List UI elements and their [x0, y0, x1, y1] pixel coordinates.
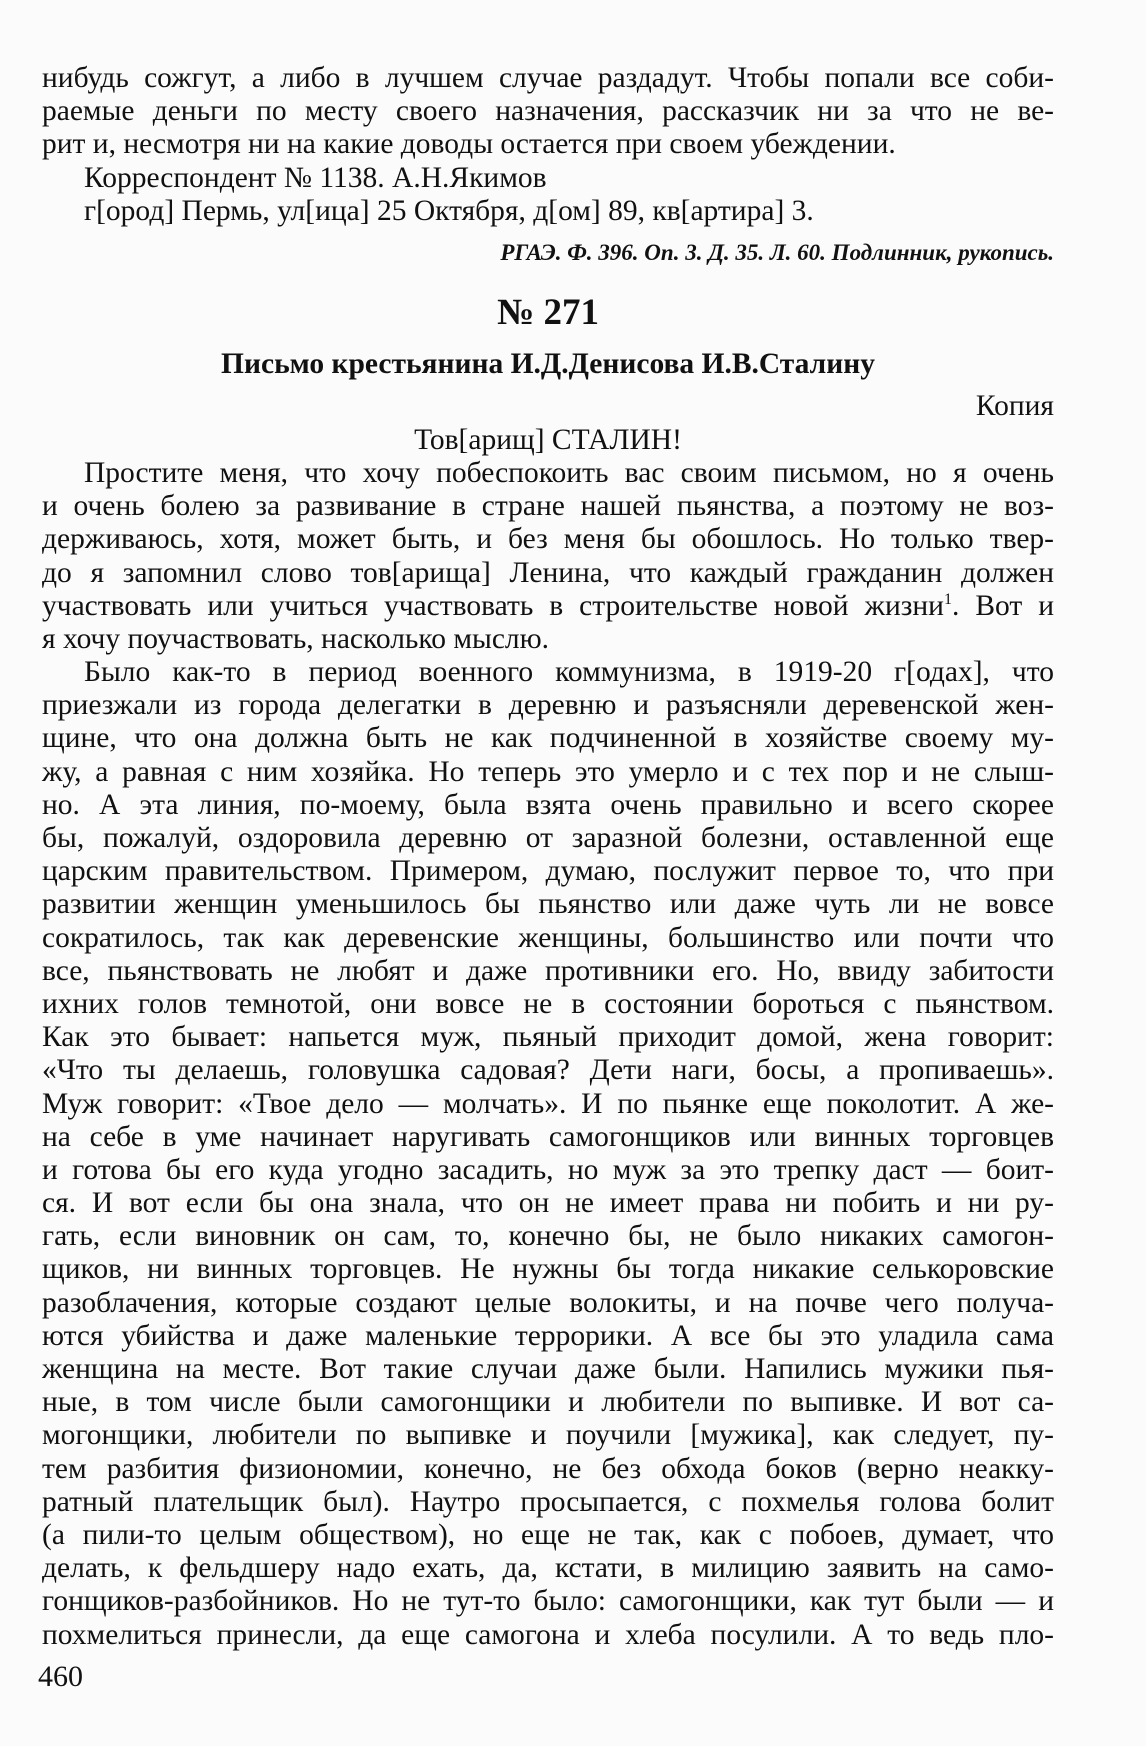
text-fragment: . Вот и	[951, 589, 1055, 622]
text-line: ся. И вот если бы она знала, что он не имеет права ни побить и ни ру-	[42, 1187, 1054, 1220]
text-line: женщина на месте. Вот такие случаи даже были. Напились мужики пья-	[42, 1353, 1054, 1385]
text-line: тем разбития физиономии, конечно, не без обхода боков (верно неакку-	[42, 1452, 1054, 1485]
text-line: щиков, ни винных торговцев. Не нужны бы тогда никакие селькоровские	[42, 1253, 1054, 1286]
correspondent-signature: Корреспондент № 1138. А.Н.Якимов	[84, 161, 547, 194]
page-body	[42, 62, 1054, 1652]
footnote-marker: 1	[943, 590, 952, 608]
text-line: бы, пожалуй, оздоровила деревню от заразной болезни, оставленной еще	[42, 822, 1054, 854]
text-line: но. А эта линия, по-моему, была взята очень правильно и всего скорее	[42, 788, 1054, 821]
text-line: жу, а равная с ним хозяйка. Но теперь это умерло и с тех пор и не слыш-	[42, 755, 1054, 788]
previous-document-end	[42, 62, 1054, 228]
text-line: могонщики, любители по выпивке и поучили [мужика], как следует, пу-	[42, 1419, 1054, 1452]
text-line: развитии женщин уменьшилось бы пьянство или даже чуть ли не вовсе	[42, 888, 1054, 921]
text-line: Простите меня, что хочу побеспокоить вас своим письмом, но я очень	[84, 456, 1054, 489]
text-line: «Что ты делаешь, головушка садовая? Дети наги, босы, а пропиваешь».	[42, 1054, 1054, 1087]
text-line: щине, что она должна быть не как подчиненной в хозяйстве своему му-	[42, 722, 1054, 755]
text-line: (а пили-то целым обществом), но еще не так, как с побоев, думает, что	[42, 1518, 1054, 1551]
text-line: нибудь сожгут, а либо в лучшем случае раздадут. Чтобы попали все соби-	[42, 62, 1054, 94]
text-line: ратный плательщик был). Наутро просыпается, с похмелья голова болит	[42, 1485, 1054, 1518]
text-fragment: участвовать или учиться участвовать в строительстве новой жизни	[42, 589, 944, 622]
copy-label: Копия	[975, 389, 1054, 422]
text-line: Было как-то в период военного коммунизма, в 1919-20 г[одах], что	[84, 656, 1054, 689]
salutation: Тов[арищ] СТАЛИН!	[414, 423, 682, 456]
text-line: похмелиться принесли, да еще самогона и хлеба посулили. А то ведь пло-	[42, 1618, 1054, 1651]
text-line: делать, к фельдшеру надо ехать, да, кстати, в милицию заявить на само-	[42, 1552, 1054, 1585]
page-number: 460	[38, 1660, 83, 1693]
document-number: № 271	[497, 291, 599, 333]
text-line: все, пьянствовать не любят и даже противники его. Но, ввиду забитости	[42, 954, 1054, 987]
text-line: ные, в том числе были самогонщики и любители по выпивке. И вот са-	[42, 1386, 1054, 1419]
text-line: разоблачения, которые создают целые волокиты, и на почве чего получа-	[42, 1286, 1054, 1319]
text-line	[42, 590, 1054, 623]
paragraph-1	[42, 457, 1054, 656]
text-line: гонщиков-разбойников. Но не тут-то было: самогонщики, как тут были — и	[42, 1585, 1054, 1618]
text-line: держиваюсь, хотя, может быть, и без меня бы обошлось. Но только твер-	[42, 523, 1054, 556]
text-line: и очень болею за развивание в стране нашей пьянства, а поэтому не воз-	[42, 490, 1054, 523]
text-line: Муж говорит: «Твое дело — молчать». И по пьянке еще поколотит. А же-	[42, 1087, 1054, 1120]
document-title: Письмо крестьянина И.Д.Денисова И.В.Сталину	[221, 347, 875, 380]
text-line: ются убийства и даже маленькие террорики. А все бы это уладила сама	[42, 1319, 1054, 1352]
text-line: приезжали из города делегатки в деревню и разъясняли деревенской жен-	[42, 689, 1054, 722]
text-line: сократилось, так как деревенские женщины, большинство или почти что	[42, 921, 1054, 954]
text-line: ихних голов темнотой, они вовсе не в состоянии бороться с пьянством.	[42, 987, 1054, 1020]
text-line: я хочу поучаствовать, насколько мыслю.	[42, 622, 550, 655]
text-line: рит и, несмотря ни на какие доводы остается при своем убеждении.	[42, 128, 896, 161]
text-line: до я запомнил слово тов[арища] Ленина, что каждый гражданин должен	[42, 556, 1054, 589]
text-line: на себе в уме начинает наругивать самогонщиков или винных торговцев	[42, 1120, 1054, 1153]
archive-reference: РГАЭ. Ф. 396. Оп. 3. Д. 35. Л. 60. Подлинник, рукопись.	[500, 239, 1054, 265]
correspondent-address: г[ород] Пермь, ул[ица] 25 Октября, д[ом] 89, кв[артира] 3.	[84, 194, 814, 227]
text-line: гать, если виновник он сам, то, конечно бы, не было никаких самогон-	[42, 1220, 1054, 1253]
text-line: царским правительством. Примером, думаю, послужит первое то, что при	[42, 855, 1054, 888]
paragraph-2	[42, 656, 1054, 1652]
text-line: Как это бывает: напьется муж, пьяный приходит домой, жена говорит:	[42, 1021, 1054, 1054]
text-line: раемые деньги по месту своего назначения, рассказчик ни за что не ве-	[42, 95, 1054, 128]
text-line: и готова бы его куда угодно засадить, но муж за это трепку даст — боит-	[42, 1153, 1054, 1186]
